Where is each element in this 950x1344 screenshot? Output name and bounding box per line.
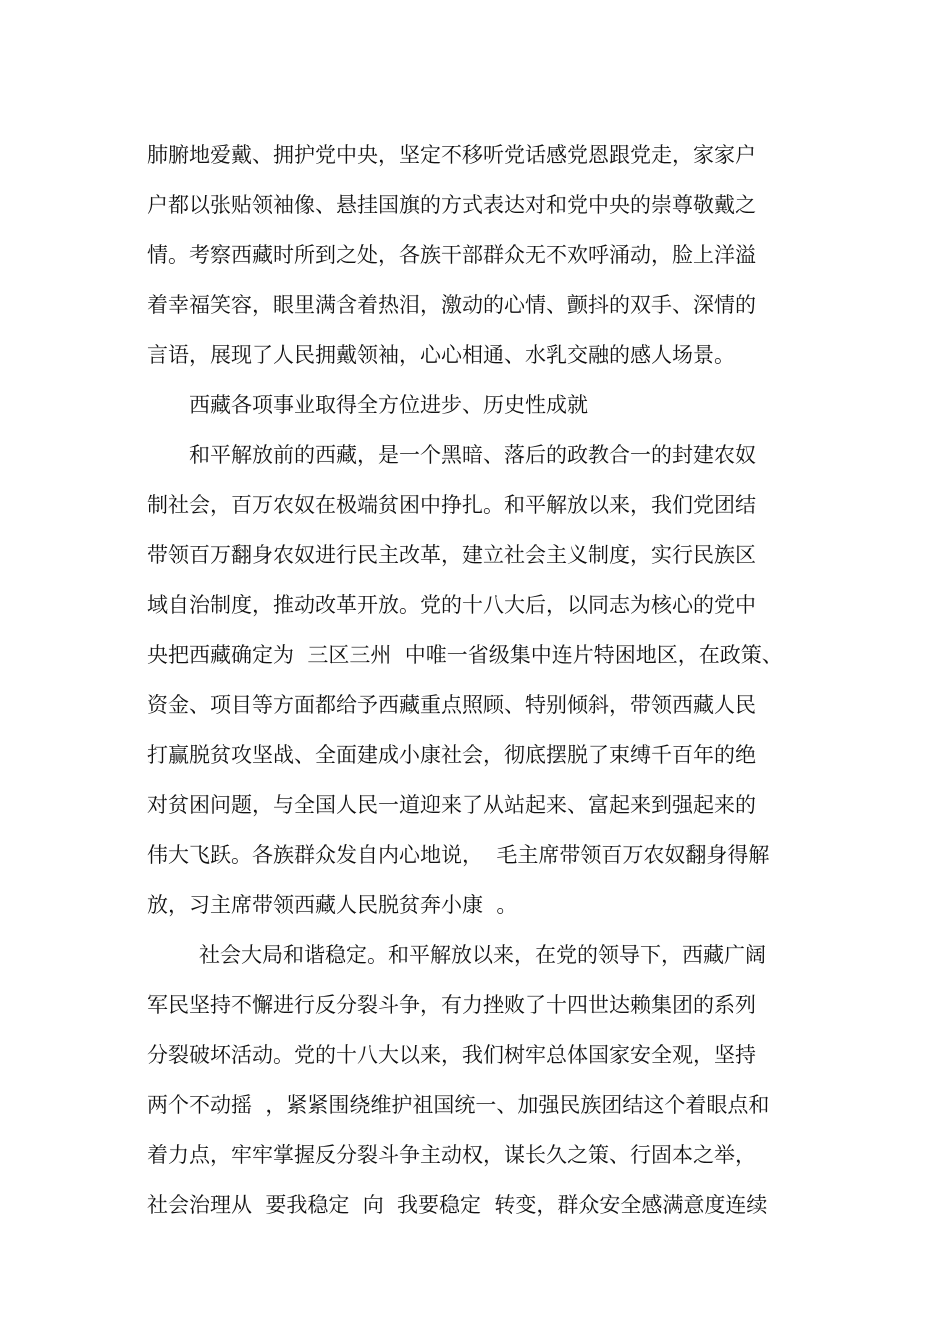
text-line: 社会大局和谐稳定。和平解放以来，在党的领导下，西藏广阔 bbox=[199, 943, 766, 967]
text-line: 言语，展现了人民拥戴领袖，心心相通、水乳交融的感人场景。 bbox=[147, 343, 735, 367]
text-line: 着幸福笑容，眼里满含着热泪，激动的心情、颤抖的双手、深情的 bbox=[147, 293, 756, 317]
paragraph-1 bbox=[147, 130, 827, 380]
text-line: 户都以张贴领袖像、悬挂国旗的方式表达对和党中央的崇尊敬戴之 bbox=[147, 193, 756, 217]
text-line: 放，习主席带领西藏人民脱贫奔小康 。 bbox=[147, 893, 518, 917]
text-line: 社会治理从 要我稳定 向 我要稳定 转变，群众安全感满意度连续 bbox=[147, 1193, 768, 1217]
text-line: 肺腑地爱戴、拥护党中央，坚定不移听党话感党恩跟党走，家家户 bbox=[147, 143, 756, 167]
document-body bbox=[147, 130, 827, 1230]
text-line: 分裂破坏活动。党的十八大以来，我们树牢总体国家安全观，坚持 bbox=[147, 1043, 756, 1067]
text-line: 军民坚持不懈进行反分裂斗争，有力挫败了十四世达赖集团的系列 bbox=[147, 993, 756, 1017]
text-line: 伟大飞跃。各族群众发自内心地说， 毛主席带领百万农奴翻身得解 bbox=[147, 843, 770, 867]
heading-text: 西藏各项事业取得全方位进步、历史性成就 bbox=[189, 393, 588, 417]
text-line: 域自治制度，推动改革开放。党的十八大后，以同志为核心的党中 bbox=[147, 593, 756, 617]
text-line: 两个不动摇 ，紧紧围绕维护祖国统一、加强民族团结这个着眼点和 bbox=[147, 1093, 770, 1117]
text-line: 着力点，牢牢掌握反分裂斗争主动权，谋长久之策、行固本之举， bbox=[147, 1143, 756, 1167]
text-line: 带领百万翻身农奴进行民主改革，建立社会主义制度，实行民族区 bbox=[147, 543, 756, 567]
paragraph-2 bbox=[147, 430, 827, 930]
text-line: 对贫困问题，与全国人民一道迎来了从站起来、富起来到强起来的 bbox=[147, 793, 756, 817]
section-heading bbox=[147, 380, 827, 430]
text-line: 情。考察西藏时所到之处，各族干部群众无不欢呼涌动，脸上洋溢 bbox=[147, 243, 756, 267]
paragraph-3 bbox=[147, 930, 827, 1230]
text-line: 央把西藏确定为 三区三州 中唯一省级集中连片特困地区，在政策、 bbox=[147, 643, 783, 667]
text-line: 制社会，百万农奴在极端贫困中挣扎。和平解放以来，我们党团结 bbox=[147, 493, 756, 517]
text-line: 和平解放前的西藏，是一个黑暗、落后的政教合一的封建农奴 bbox=[189, 443, 756, 467]
text-line: 资金、项目等方面都给予西藏重点照顾、特别倾斜，带领西藏人民 bbox=[147, 693, 756, 717]
text-line: 打赢脱贫攻坚战、全面建成小康社会，彻底摆脱了束缚千百年的绝 bbox=[147, 743, 756, 767]
